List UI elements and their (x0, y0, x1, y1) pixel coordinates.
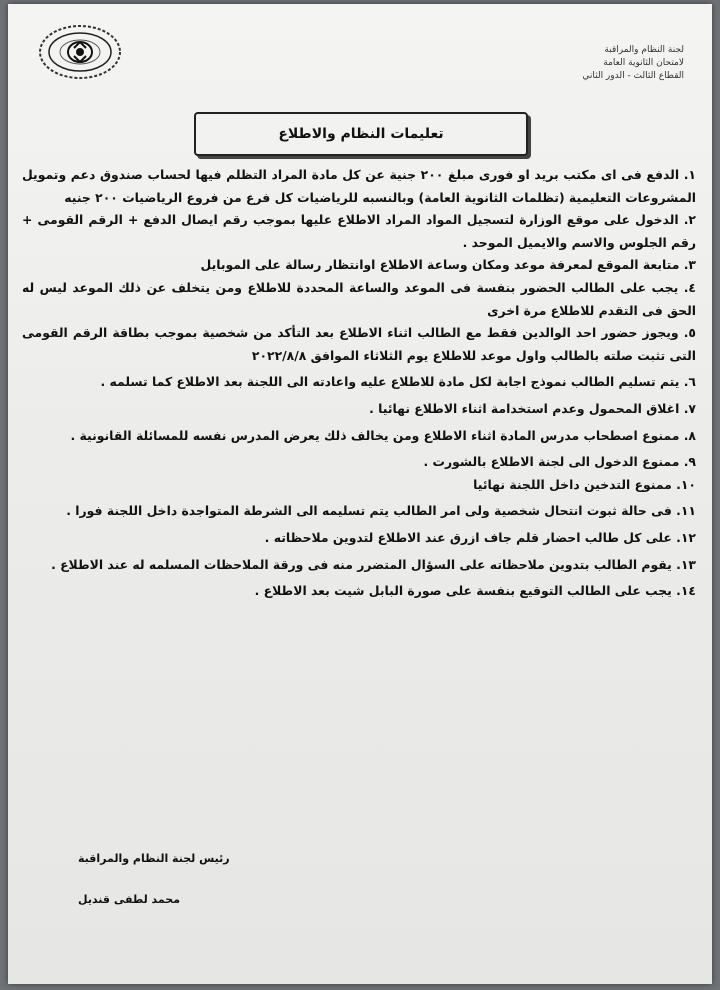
instruction-item: ٩. ممنوع الدخول الى لجنة الاطلاع بالشورت . (423, 454, 696, 470)
instruction-item: ١. الدفع فى اى مكتب بريد او فورى مبلغ ٢٠٠ جنية عن كل مادة المراد التظلم فيها لحساب صندوق دعم وتمويل المشروعات التعليمية (تظلمات الثانوية العامة) وبالنسبه للرياضيات كل فرع من فروع الرياضيات ٢٠٠ جنيه (22, 167, 696, 205)
instruction-item: ١٠. ممنوع التدخين داخل اللجنة نهائيا (473, 476, 696, 492)
instruction-item: ٧. اغلاق المحمول وعدم استخدامة اثناء الاطلاع نهائيا . (369, 400, 696, 416)
issuer-line: لجنة النظام والمراقبة (604, 45, 684, 55)
instruction-item: ١٤. يجب على الطالب التوقيع بنفسة على صورة البابل شيت بعد الاطلاع . (254, 583, 696, 599)
issuer-line: لامتحان الثانوية العامة (603, 58, 684, 68)
instruction-item: ١٣. يقوم الطالب بتدوين ملاحظاته على السؤال المتضرر منه فى ورقة الملاحظات المسلمه له عند الاطلاع . (51, 556, 696, 572)
instructions-list (22, 164, 696, 603)
issuer-header (484, 44, 684, 83)
instruction-item: ١١. فى حالة ثبوت انتحال شخصية ولى امر الطالب يتم تسليمه الى الشرطة المتواجدة داخل اللجنة فورا . (66, 503, 696, 519)
instruction-item: ٥. ويجوز حضور احد الوالدين فقط مع الطالب اثناء الاطلاع بعد التأكد من شخصية بموجب بطاقة الرقم القومى التى تثبت صلته بالطالب واول موعد للاطلاع يوم الثلاثاء الموافق ٢٠٢٢/٨/٨ (22, 325, 696, 363)
instruction-item: ٦. يتم تسليم الطالب نموذج اجابة لكل مادة للاطلاع عليه واعادته الى اللجنة بعد الاطلاع كما تسلمه . (100, 374, 696, 390)
instruction-item: ٢. الدخول على موقع الوزارة لتسجيل المواد المراد الاطلاع عليها بموجب رقم ايصال الدفع + الرقم القومى + رقم الجلوس والاسم والايميل الموحد . (22, 212, 696, 250)
document-page (8, 4, 712, 984)
signatory-title: رئيس لجنة النظام والمراقبة (78, 852, 230, 865)
instruction-item: ٨. ممنوع اصطحاب مدرس المادة اثناء الاطلاع ومن يخالف ذلك يعرض المدرس نفسه للمسائلة القانونية . (70, 427, 696, 443)
round-ministry-seal-icon (30, 22, 130, 82)
signatory-name: محمد لطفى قنديل (78, 893, 181, 906)
instruction-item: ١٢. على كل طالب احضار قلم جاف ازرق عند الاطلاع لتدوين ملاحظاته . (264, 529, 696, 545)
issuer-line: القطاع الثالث - الدور الثاني (582, 71, 684, 81)
instruction-item: ٣. متابعة الموقع لمعرفة موعد ومكان وساعة الاطلاع اوانتظار رسالة على الموبايل (200, 257, 696, 273)
document-title: تعليمات النظام والاطلاع (278, 126, 444, 142)
instruction-item: ٤. يجب على الطالب الحضور بنفسة فى الموعد والساعة المحددة للاطلاع ومن يتخلف عن ذلك الموعد ليس له الحق فى التقدم للاطلاع مرة اخرى (22, 279, 696, 318)
document-title-box (194, 112, 528, 156)
